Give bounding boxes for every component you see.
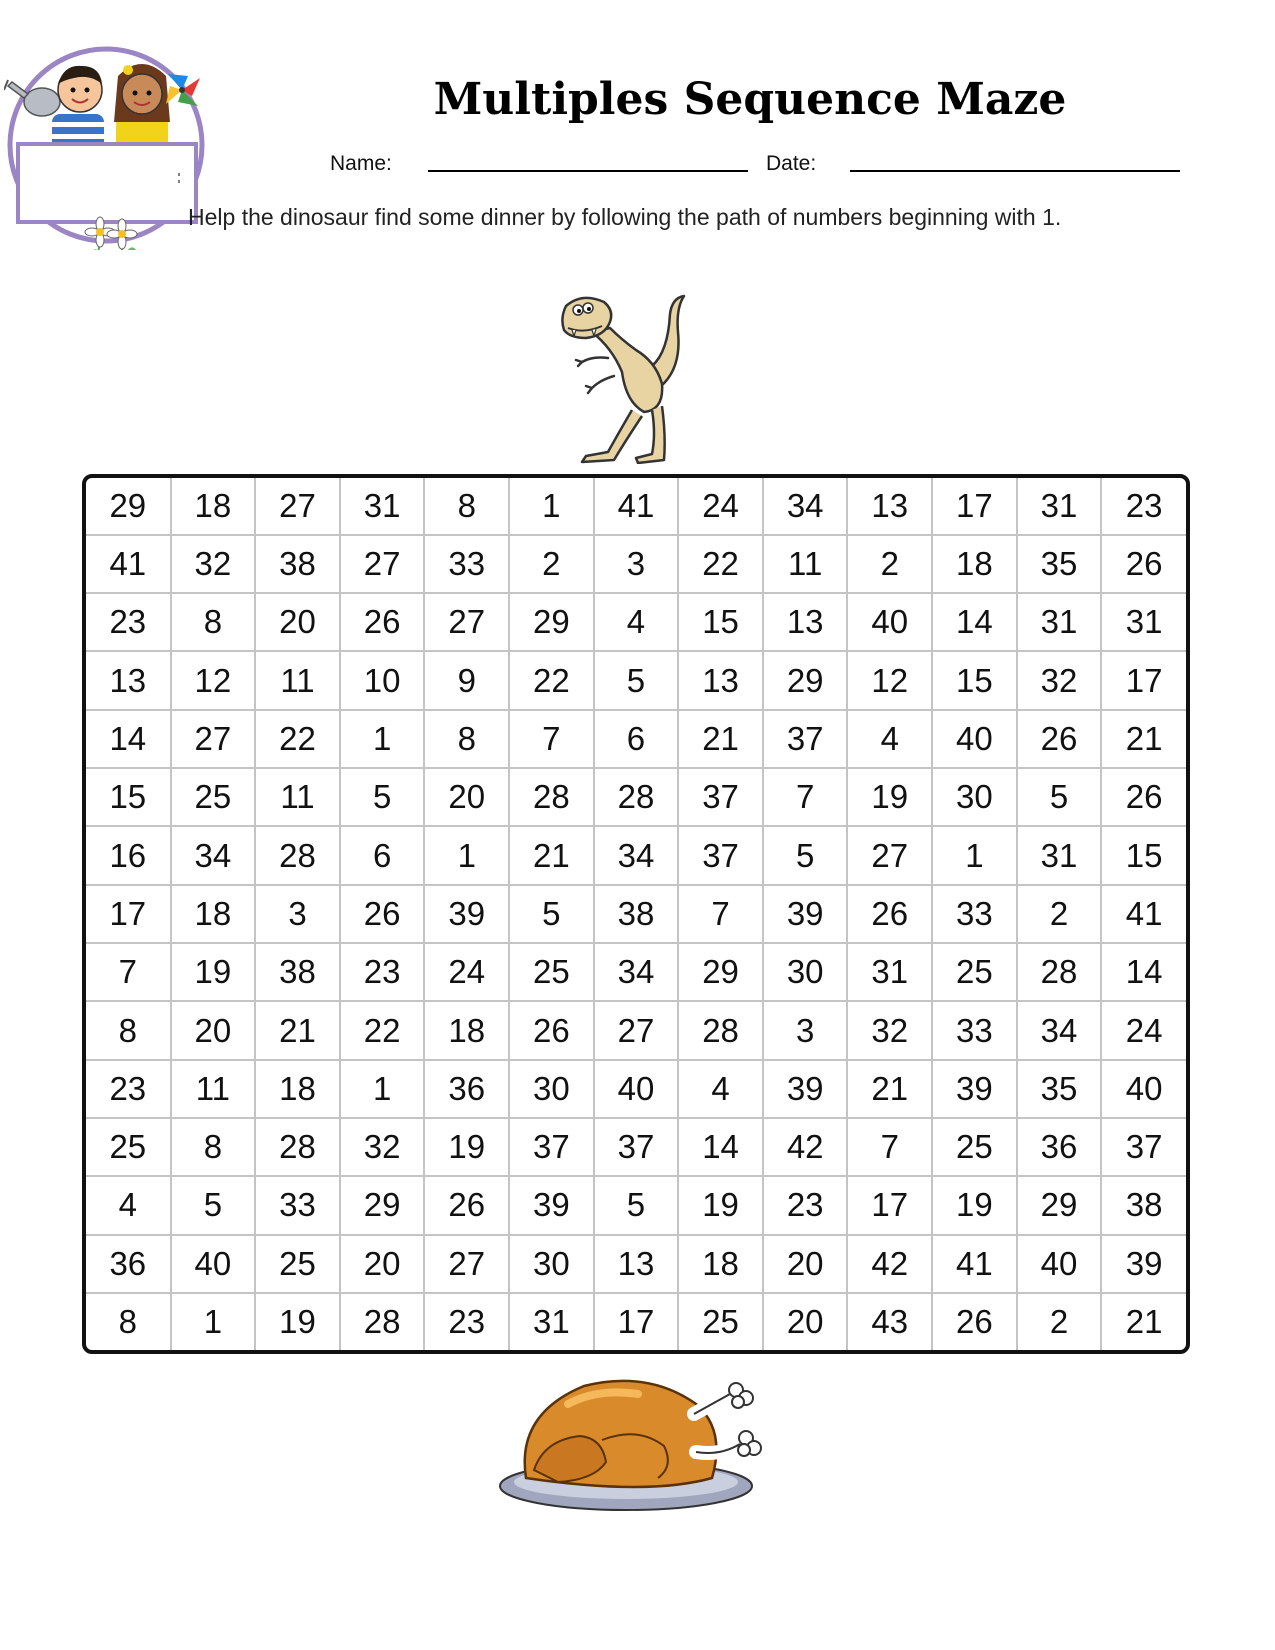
maze-row (86, 651, 1186, 709)
maze-cell[interactable]: 1 (932, 826, 1017, 884)
maze-cell[interactable]: 32 (1017, 651, 1102, 709)
maze-cell[interactable]: 5 (594, 1176, 679, 1234)
maze-cell[interactable]: 20 (763, 1235, 848, 1293)
maze-cell[interactable]: 32 (847, 1001, 932, 1059)
maze-cell[interactable]: 23 (1101, 478, 1186, 535)
maze-cell[interactable]: 31 (1017, 826, 1102, 884)
maze-cell[interactable]: 26 (932, 1293, 1017, 1350)
maze-cell[interactable]: 18 (255, 1060, 340, 1118)
maze-cell[interactable]: 30 (763, 943, 848, 1001)
maze-cell[interactable]: 29 (1017, 1176, 1102, 1234)
maze-cell[interactable]: 11 (255, 768, 340, 826)
maze-cell[interactable]: 39 (424, 885, 509, 943)
maze-cell[interactable]: 5 (763, 826, 848, 884)
maze-row (86, 710, 1186, 768)
maze-cell[interactable]: 42 (763, 1118, 848, 1176)
maze-cell[interactable]: 35 (1017, 1060, 1102, 1118)
girl-icon (114, 64, 170, 154)
date-label: Date: (766, 152, 817, 175)
maze-cell[interactable]: 22 (255, 710, 340, 768)
maze-cell[interactable]: 41 (932, 1235, 1017, 1293)
maze-cell[interactable]: 29 (678, 943, 763, 1001)
maze-cell[interactable]: 41 (594, 478, 679, 535)
maze-cell[interactable]: 23 (763, 1176, 848, 1234)
maze-cell[interactable]: 14 (1101, 943, 1186, 1001)
maze-cell[interactable]: 4 (847, 710, 932, 768)
maze-grid (86, 478, 1186, 1350)
maze-cell[interactable]: 4 (678, 1060, 763, 1118)
maze-cell[interactable]: 14 (678, 1118, 763, 1176)
maze-cell[interactable]: 3 (255, 885, 340, 943)
maze-cell[interactable]: 26 (1017, 710, 1102, 768)
maze-cell[interactable]: 19 (847, 768, 932, 826)
maze-cell[interactable]: 26 (1101, 768, 1186, 826)
maze-cell[interactable]: 3 (763, 1001, 848, 1059)
maze-cell[interactable]: 8 (171, 593, 256, 651)
maze-cell[interactable]: 2 (509, 535, 594, 593)
maze-cell[interactable]: 21 (255, 1001, 340, 1059)
maze-cell[interactable]: 4 (86, 1176, 171, 1234)
maze-cell[interactable]: 8 (86, 1293, 171, 1350)
maze-cell[interactable]: 31 (509, 1293, 594, 1350)
maze-cell[interactable]: 27 (255, 478, 340, 535)
maze-cell[interactable]: 33 (424, 535, 509, 593)
maze-cell[interactable]: 27 (340, 535, 425, 593)
maze-cell[interactable]: 22 (678, 535, 763, 593)
maze-cell[interactable]: 13 (86, 651, 171, 709)
maze-cell[interactable]: 7 (509, 710, 594, 768)
maze-row (86, 1118, 1186, 1176)
maze-cell[interactable]: 13 (594, 1235, 679, 1293)
maze-cell[interactable]: 5 (509, 885, 594, 943)
maze-cell[interactable]: 29 (763, 651, 848, 709)
kids-logo-icon (4, 40, 218, 250)
maze-cell[interactable]: 34 (594, 943, 679, 1001)
maze-cell[interactable]: 19 (424, 1118, 509, 1176)
maze-cell[interactable]: 28 (678, 1001, 763, 1059)
maze-row (86, 885, 1186, 943)
maze-cell[interactable]: 1 (424, 826, 509, 884)
maze-cell[interactable]: 1 (340, 710, 425, 768)
maze-cell[interactable]: 13 (847, 478, 932, 535)
maze-cell[interactable]: 18 (171, 478, 256, 535)
name-line[interactable] (428, 170, 748, 172)
maze-cell[interactable]: 30 (509, 1235, 594, 1293)
maze-cell[interactable]: 2 (1017, 1293, 1102, 1350)
maze-cell[interactable]: 18 (424, 1001, 509, 1059)
maze-cell[interactable]: 17 (847, 1176, 932, 1234)
name-label: Name: (330, 152, 392, 175)
maze-cell[interactable]: 26 (1101, 535, 1186, 593)
maze-row (86, 1235, 1186, 1293)
maze-cell[interactable]: 29 (86, 478, 171, 535)
maze-cell[interactable]: 1 (340, 1060, 425, 1118)
maze-cell[interactable]: 18 (678, 1235, 763, 1293)
maze-cell[interactable]: 43 (847, 1293, 932, 1350)
maze-cell[interactable]: 40 (1101, 1060, 1186, 1118)
maze-cell[interactable]: 8 (171, 1118, 256, 1176)
maze-cell[interactable]: 26 (340, 593, 425, 651)
maze-cell[interactable]: 28 (340, 1293, 425, 1350)
maze-cell[interactable]: 15 (1101, 826, 1186, 884)
maze-cell[interactable]: 26 (509, 1001, 594, 1059)
maze-cell[interactable]: 20 (763, 1293, 848, 1350)
maze-cell[interactable]: 32 (171, 535, 256, 593)
maze-cell[interactable]: 34 (1017, 1001, 1102, 1059)
maze-cell[interactable]: 28 (1017, 943, 1102, 1001)
maze-cell[interactable]: 23 (424, 1293, 509, 1350)
maze-cell[interactable]: 5 (1017, 768, 1102, 826)
maze-cell[interactable]: 39 (509, 1176, 594, 1234)
maze-row (86, 478, 1186, 535)
maze-cell[interactable]: 18 (171, 885, 256, 943)
maze-cell[interactable]: 31 (340, 478, 425, 535)
maze-cell[interactable]: 7 (86, 943, 171, 1001)
maze-cell[interactable]: 14 (86, 710, 171, 768)
maze-cell[interactable]: 39 (932, 1060, 1017, 1118)
maze-cell[interactable]: 40 (847, 593, 932, 651)
maze-cell[interactable]: 37 (763, 710, 848, 768)
maze-cell[interactable]: 28 (594, 768, 679, 826)
maze-cell[interactable]: 33 (255, 1176, 340, 1234)
maze-cell[interactable]: 32 (340, 1118, 425, 1176)
maze-cell[interactable]: 5 (171, 1176, 256, 1234)
maze-cell[interactable]: 21 (847, 1060, 932, 1118)
maze-cell[interactable]: 3 (594, 535, 679, 593)
maze-cell[interactable]: 35 (1017, 535, 1102, 593)
instructions-text: Help the dinosaur find some dinner by following the path of numbers beginning with 1. (188, 204, 1062, 230)
maze-row (86, 943, 1186, 1001)
maze-cell[interactable]: 12 (847, 651, 932, 709)
maze-cell[interactable]: 26 (847, 885, 932, 943)
maze-cell[interactable]: 8 (86, 1001, 171, 1059)
maze-cell[interactable]: 17 (1101, 651, 1186, 709)
maze-cell[interactable]: 23 (340, 943, 425, 1001)
maze-cell[interactable]: 34 (171, 826, 256, 884)
maze-cell[interactable]: 20 (340, 1235, 425, 1293)
maze-cell[interactable]: 13 (678, 651, 763, 709)
maze-cell[interactable]: 30 (932, 768, 1017, 826)
maze-cell[interactable]: 28 (255, 1118, 340, 1176)
maze-cell[interactable]: 27 (424, 593, 509, 651)
maze-cell[interactable]: 33 (932, 1001, 1017, 1059)
maze-cell[interactable]: 29 (340, 1176, 425, 1234)
maze-cell[interactable]: 12 (171, 651, 256, 709)
maze-cell[interactable]: 2 (847, 535, 932, 593)
maze-cell[interactable]: 39 (763, 885, 848, 943)
maze-cell[interactable]: 38 (1101, 1176, 1186, 1234)
maze-cell[interactable]: 40 (594, 1060, 679, 1118)
maze-cell[interactable]: 29 (509, 593, 594, 651)
maze-cell[interactable]: 30 (509, 1060, 594, 1118)
maze-cell[interactable]: 11 (255, 651, 340, 709)
pinwheel-icon (166, 74, 200, 106)
maze-cell[interactable]: 41 (1101, 885, 1186, 943)
maze-row (86, 1001, 1186, 1059)
maze-cell[interactable]: 36 (1017, 1118, 1102, 1176)
boy-icon (52, 66, 104, 154)
maze-cell[interactable]: 31 (1017, 478, 1102, 535)
maze-cell[interactable]: 17 (932, 478, 1017, 535)
maze-cell[interactable]: 42 (847, 1235, 932, 1293)
maze-cell[interactable]: 24 (1101, 1001, 1186, 1059)
maze-cell[interactable]: 18 (932, 535, 1017, 593)
maze-cell[interactable]: 15 (678, 593, 763, 651)
maze-cell[interactable]: 11 (763, 535, 848, 593)
maze-cell[interactable]: 6 (594, 710, 679, 768)
maze-cell[interactable]: 23 (86, 593, 171, 651)
maze-cell[interactable]: 1 (171, 1293, 256, 1350)
maze-cell[interactable]: 25 (932, 1118, 1017, 1176)
maze-cell[interactable]: 31 (1101, 593, 1186, 651)
maze-row (86, 826, 1186, 884)
maze-cell[interactable]: 37 (1101, 1118, 1186, 1176)
maze-cell[interactable]: 5 (594, 651, 679, 709)
maze-cell[interactable]: 19 (932, 1176, 1017, 1234)
maze-cell[interactable]: 5 (340, 768, 425, 826)
maze-cell[interactable]: 20 (171, 1001, 256, 1059)
maze-cell[interactable]: 19 (255, 1293, 340, 1350)
maze-cell[interactable]: 36 (424, 1060, 509, 1118)
maze-cell[interactable]: 2 (1017, 885, 1102, 943)
maze-cell[interactable]: 38 (255, 535, 340, 593)
maze-cell[interactable]: 4 (594, 593, 679, 651)
maze-cell[interactable]: 16 (86, 826, 171, 884)
page-title: Multiples Sequence Maze (433, 74, 1067, 125)
maze-cell[interactable]: 25 (932, 943, 1017, 1001)
maze-cell[interactable]: 13 (763, 593, 848, 651)
maze-cell[interactable]: 21 (1101, 1293, 1186, 1350)
maze-cell[interactable]: 25 (255, 1235, 340, 1293)
maze-cell[interactable]: 20 (424, 768, 509, 826)
maze-cell[interactable]: 14 (932, 593, 1017, 651)
maze-cell[interactable]: 6 (340, 826, 425, 884)
maze-cell[interactable]: 23 (86, 1060, 171, 1118)
maze-cell[interactable]: 37 (678, 768, 763, 826)
number-maze (82, 474, 1190, 1354)
maze-row (86, 768, 1186, 826)
maze-row (86, 1060, 1186, 1118)
maze-cell[interactable]: 19 (171, 943, 256, 1001)
maze-cell[interactable]: 34 (594, 826, 679, 884)
dinosaur-icon (552, 292, 712, 464)
maze-cell[interactable]: 7 (763, 768, 848, 826)
maze-row (86, 1293, 1186, 1350)
roast-turkey-icon (498, 1374, 776, 1514)
maze-cell[interactable]: 27 (594, 1001, 679, 1059)
maze-cell[interactable]: 17 (594, 1293, 679, 1350)
maze-cell[interactable]: 39 (1101, 1235, 1186, 1293)
maze-cell[interactable]: 34 (763, 478, 848, 535)
maze-cell[interactable]: 11 (171, 1060, 256, 1118)
maze-cell[interactable]: 21 (509, 826, 594, 884)
maze-cell[interactable]: 25 (509, 943, 594, 1001)
maze-cell[interactable]: 25 (86, 1118, 171, 1176)
maze-cell[interactable]: 25 (171, 768, 256, 826)
maze-cell[interactable]: 37 (594, 1118, 679, 1176)
maze-cell[interactable]: 17 (86, 885, 171, 943)
maze-cell[interactable]: 26 (340, 885, 425, 943)
maze-cell[interactable]: 10 (340, 651, 425, 709)
maze-cell[interactable]: 15 (86, 768, 171, 826)
maze-cell[interactable]: 15 (932, 651, 1017, 709)
maze-cell[interactable]: 31 (1017, 593, 1102, 651)
maze-cell[interactable]: 39 (763, 1060, 848, 1118)
maze-cell[interactable]: 26 (424, 1176, 509, 1234)
maze-cell[interactable]: 38 (594, 885, 679, 943)
maze-cell[interactable]: 9 (424, 651, 509, 709)
maze-cell[interactable]: 21 (678, 710, 763, 768)
maze-cell[interactable]: 20 (255, 593, 340, 651)
maze-cell[interactable]: 7 (847, 1118, 932, 1176)
maze-cell[interactable]: 33 (932, 885, 1017, 943)
maze-cell[interactable]: 40 (1017, 1235, 1102, 1293)
maze-cell[interactable]: 41 (86, 535, 171, 593)
maze-cell[interactable]: 38 (255, 943, 340, 1001)
maze-row (86, 593, 1186, 651)
maze-cell[interactable]: 40 (932, 710, 1017, 768)
maze-cell[interactable]: 22 (340, 1001, 425, 1059)
maze-cell[interactable]: 37 (509, 1118, 594, 1176)
maze-cell[interactable]: 28 (509, 768, 594, 826)
maze-cell[interactable]: 31 (847, 943, 932, 1001)
maze-cell[interactable]: 27 (847, 826, 932, 884)
maze-cell[interactable]: 28 (255, 826, 340, 884)
maze-cell[interactable]: 21 (1101, 710, 1186, 768)
maze-cell[interactable]: 25 (678, 1293, 763, 1350)
maze-row (86, 1176, 1186, 1234)
maze-cell[interactable]: 40 (171, 1235, 256, 1293)
maze-cell[interactable]: 1 (509, 478, 594, 535)
maze-cell[interactable]: 8 (424, 710, 509, 768)
maze-cell[interactable]: 27 (171, 710, 256, 768)
maze-cell[interactable]: 7 (678, 885, 763, 943)
maze-cell[interactable]: 36 (86, 1235, 171, 1293)
maze-cell[interactable]: 24 (678, 478, 763, 535)
date-line[interactable] (850, 170, 1180, 172)
maze-row (86, 535, 1186, 593)
maze-cell[interactable]: 8 (424, 478, 509, 535)
maze-cell[interactable]: 37 (678, 826, 763, 884)
maze-cell[interactable]: 22 (509, 651, 594, 709)
maze-cell[interactable]: 19 (678, 1176, 763, 1234)
maze-cell[interactable]: 24 (424, 943, 509, 1001)
maze-cell[interactable]: 27 (424, 1235, 509, 1293)
